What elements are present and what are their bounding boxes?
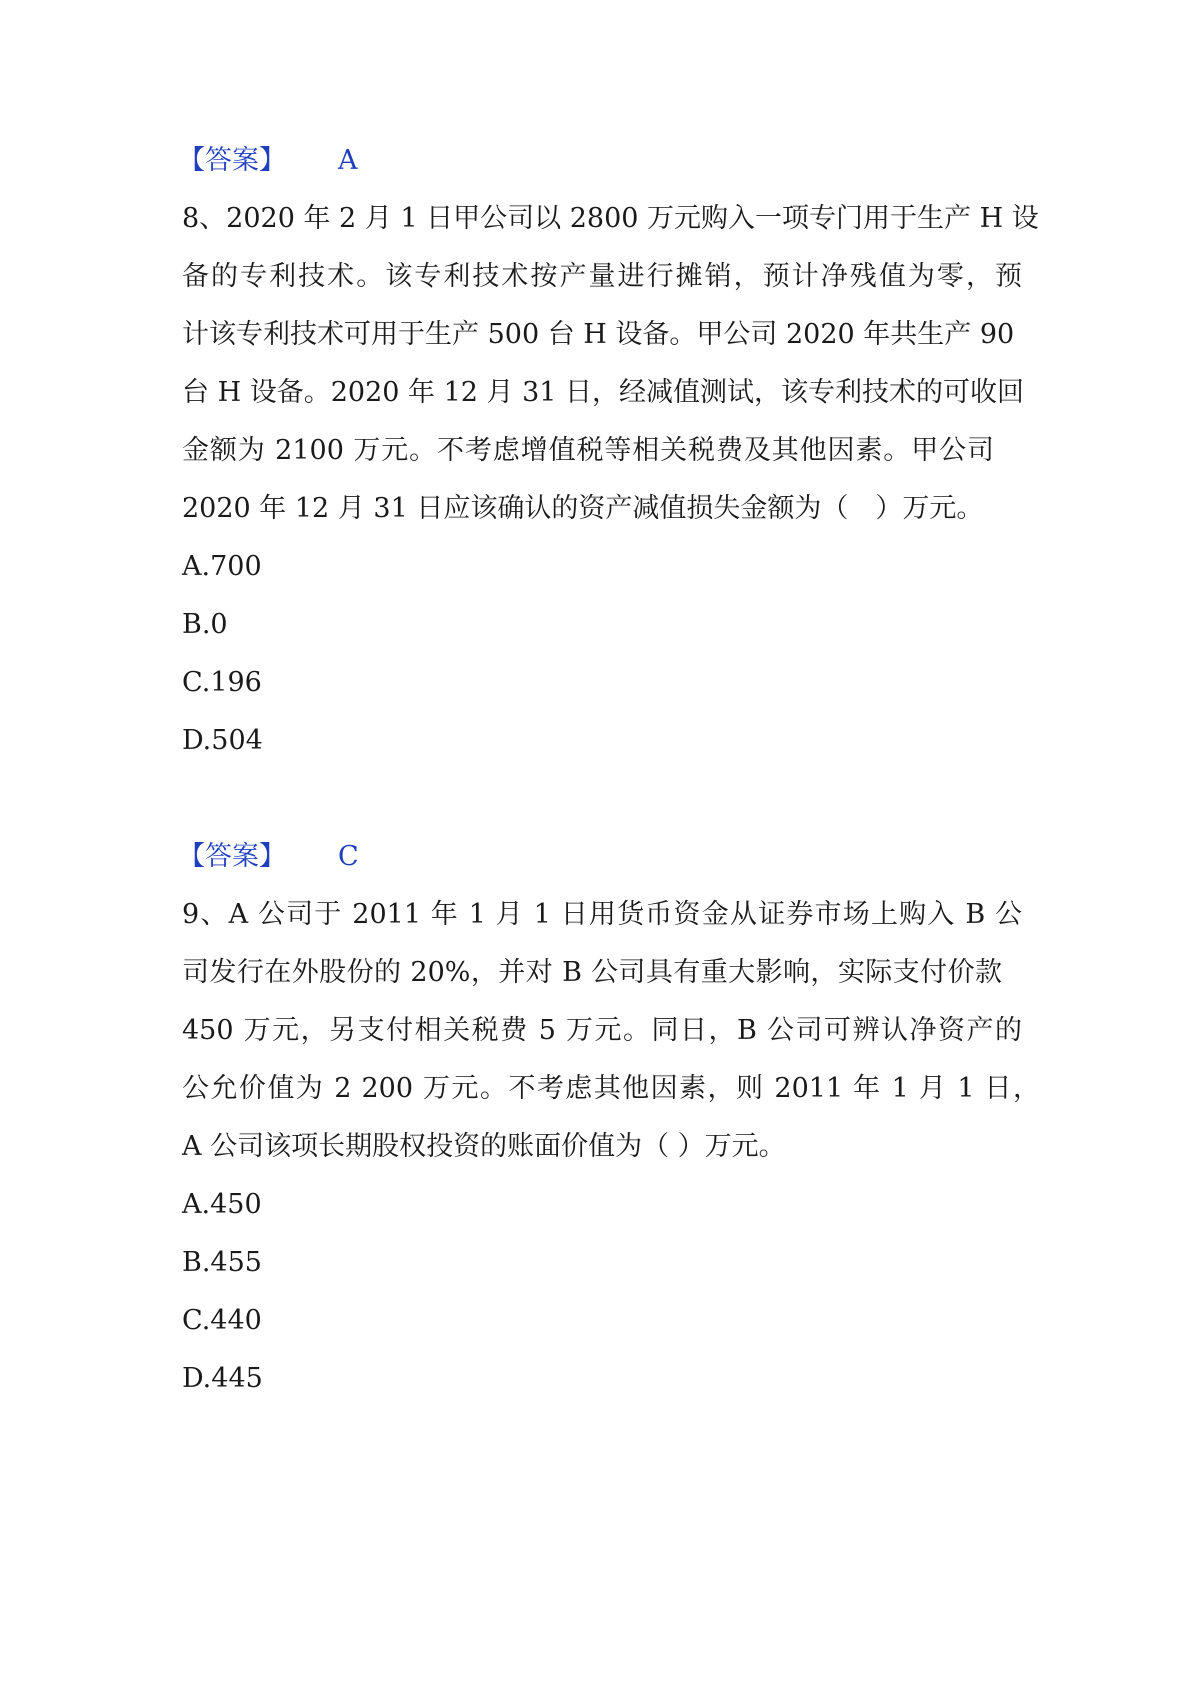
question-9-option-d: D.445 bbox=[182, 1363, 263, 1394]
answer-row bbox=[178, 144, 358, 178]
question-9-line-4: 公允价值为 2 200 万元。不考虑其他因素，则 2011 年 1 月 1 日， bbox=[182, 1073, 1040, 1104]
question-8-option-d: D.504 bbox=[182, 725, 263, 756]
question-8-option-a: A.700 bbox=[182, 551, 262, 582]
question-9-line-5: A 公司该项长期股权投资的账面价值为（ ）万元。 bbox=[182, 1131, 786, 1162]
answer-label: 【答案】 bbox=[178, 841, 286, 872]
answer-label: 【答案】 bbox=[178, 145, 286, 176]
question-9-line-2: 司发行在外股份的 20%，并对 B 公司具有重大影响，实际支付价款 bbox=[182, 957, 1002, 988]
question-8-line-5: 金额为 2100 万元。不考虑增值税等相关税费及其他因素。甲公司 bbox=[182, 435, 994, 466]
question-9-option-a: A.450 bbox=[182, 1189, 262, 1220]
answer-value: A bbox=[338, 145, 358, 176]
question-8-option-c: C.196 bbox=[182, 667, 262, 698]
question-8-option-b: B.0 bbox=[182, 609, 228, 640]
question-9-line-3: 450 万元，另支付相关税费 5 万元。同日，B 公司可辨认净资产的 bbox=[182, 1015, 1022, 1046]
question-8-line-2: 备的专利技术。该专利技术按产量进行摊销，预计净残值为零，预 bbox=[182, 261, 1022, 292]
question-9-option-b: B.455 bbox=[182, 1247, 262, 1278]
question-8-line-4: 台 H 设备。2020 年 12 月 31 日，经减值测试，该专利技术的可收回 bbox=[182, 377, 1025, 408]
question-9-option-c: C.440 bbox=[182, 1305, 262, 1336]
question-8-line-1: 8、2020 年 2 月 1 日甲公司以 2800 万元购入一项专门用于生产 H 设 bbox=[182, 203, 1039, 234]
question-9-line-1: 9、A 公司于 2011 年 1 月 1 日用货币资金从证券市场上购入 B 公 bbox=[182, 899, 1022, 930]
answer-row bbox=[178, 840, 359, 874]
question-8-line-6: 2020 年 12 月 31 日应该确认的资产减值损失金额为（ ）万元。 bbox=[182, 493, 984, 524]
question-8-line-3: 计该专利技术可用于生产 500 台 H 设备。甲公司 2020 年共生产 90 bbox=[182, 319, 1015, 350]
answer-value: C bbox=[338, 841, 359, 872]
